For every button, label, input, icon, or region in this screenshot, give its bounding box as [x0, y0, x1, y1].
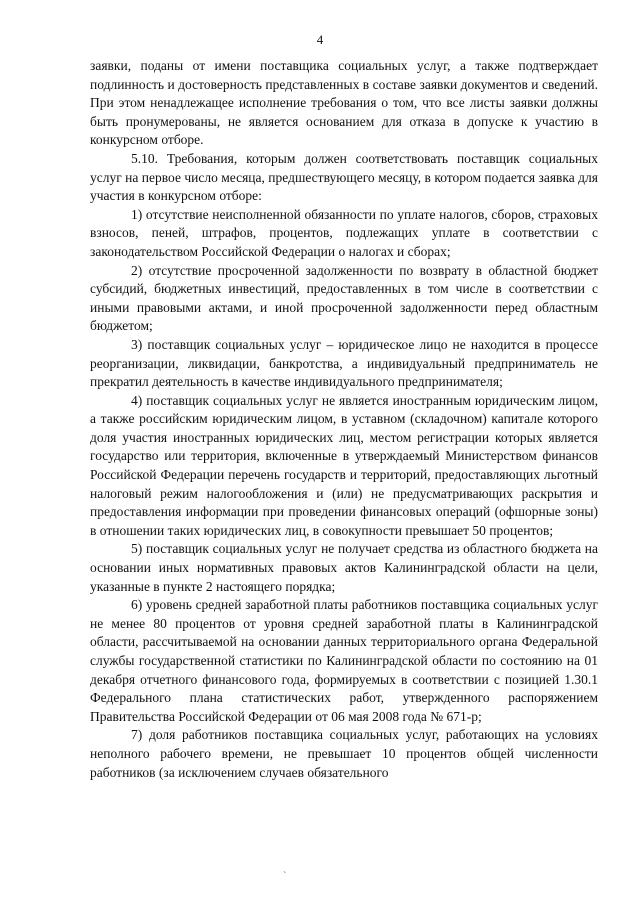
list-marker: 5) — [131, 541, 143, 557]
paragraph-continuation: заявки, поданы от имени поставщика социальных услуг, а также подтверждает подлинность и достоверность представленных в составе заявки документов и сведений. При этом ненадлежащее исполнение требования о том, что все листы заявки должны быть пронумерованы, не является основанием для отказа в допуске к участию в конкурсном отборе. — [90, 58, 598, 148]
list-item-7 — [90, 726, 598, 782]
document-body — [90, 57, 598, 782]
paragraph-requirements-intro: 5.10. Требования, которым должен соответствовать поставщик социальных услуг на первое число месяца, предшествующего месяцу, в котором подается заявка для участия в конкурсном отборе: — [90, 150, 598, 204]
list-marker: 1) — [131, 206, 143, 222]
list-marker: 7) — [131, 727, 143, 743]
list-item-text: поставщик социальных услуг – юридическое лицо не находится в процессе реорганизации, ликвидации, банкротства, а индивидуальный предприниматель не прекратил деятельность в качестве индивидуального предпринимателя; — [90, 336, 598, 390]
list-marker: 6) — [131, 597, 143, 613]
list-item-4 — [90, 392, 598, 541]
list-item-text: поставщик социальных услуг не получает средства из областного бюджета на основании иных нормативных правовых актов Калининградской области на цели, указанные в пункте 2 настоящего порядка; — [90, 541, 599, 594]
page-number: 4 — [316, 32, 324, 47]
list-item-text: поставщик социальных услуг не является иностранным юридическим лицом, а также российским юридическим лицом, в уставном (складочном) капитале которого доля участия иностранных юридических лиц, местом регистрации которых является государство или территория, включенные в утверждаемый Министерством финансов Российской Федерации перечень государств и территорий, предоставляющих льготный налоговый режим налогообложения и (или) не предусматривающих раскрытия и предоставления информации при проведении финансовых операций (офшорные зоны) в отношении таких юридических лиц, в совокупности превышает 50 процентов; — [90, 392, 599, 538]
list-item-3 — [90, 336, 598, 392]
list-item-5 — [90, 540, 598, 596]
list-marker: 3) — [131, 336, 143, 352]
list-marker: 4) — [131, 392, 143, 408]
list-item-2 — [90, 262, 598, 336]
list-item-1 — [90, 206, 598, 262]
list-item-text: уровень средней заработной платы работников поставщика социальных услуг не менее 80 процентов от уровня средней заработной платы в Калининградской области, рассчитываемой на основании данных территориального органа Федеральной службы государственной статистики по Калининградской области по состоянию на 01 декабря отчетного финансового года, формируемых в соответствии с позицией 1.30.1 Федерального плана статистических работ, утвержденного распоряжением Правительства Российской Федерации от 06 мая 2008 года № 671-р; — [90, 597, 599, 724]
list-item-text: отсутствие просроченной задолженности по возврату в областной бюджет субсидий, бюджетных инвестиций, предоставленных в том числе в соответствии с иными правовыми актами, и иной просроченной задолженности перед областным бюджетом; — [90, 262, 599, 334]
list-item-text: отсутствие неисполненной обязанности по уплате налогов, сборов, страховых взносов, пеней, штрафов, процентов, подлежащих уплате в соответствии с законодательством Российской Федерации о налогах и сборах; — [90, 206, 598, 259]
list-item-6 — [90, 596, 598, 726]
list-marker: 2) — [131, 262, 143, 278]
list-item-text: доля работников поставщика социальных услуг, работающих на условиях неполного рабочего времени, не превышает 10 процентов общей численности работников (за исключением случаев обязательного — [90, 727, 598, 780]
scan-mark: ` — [283, 871, 287, 882]
